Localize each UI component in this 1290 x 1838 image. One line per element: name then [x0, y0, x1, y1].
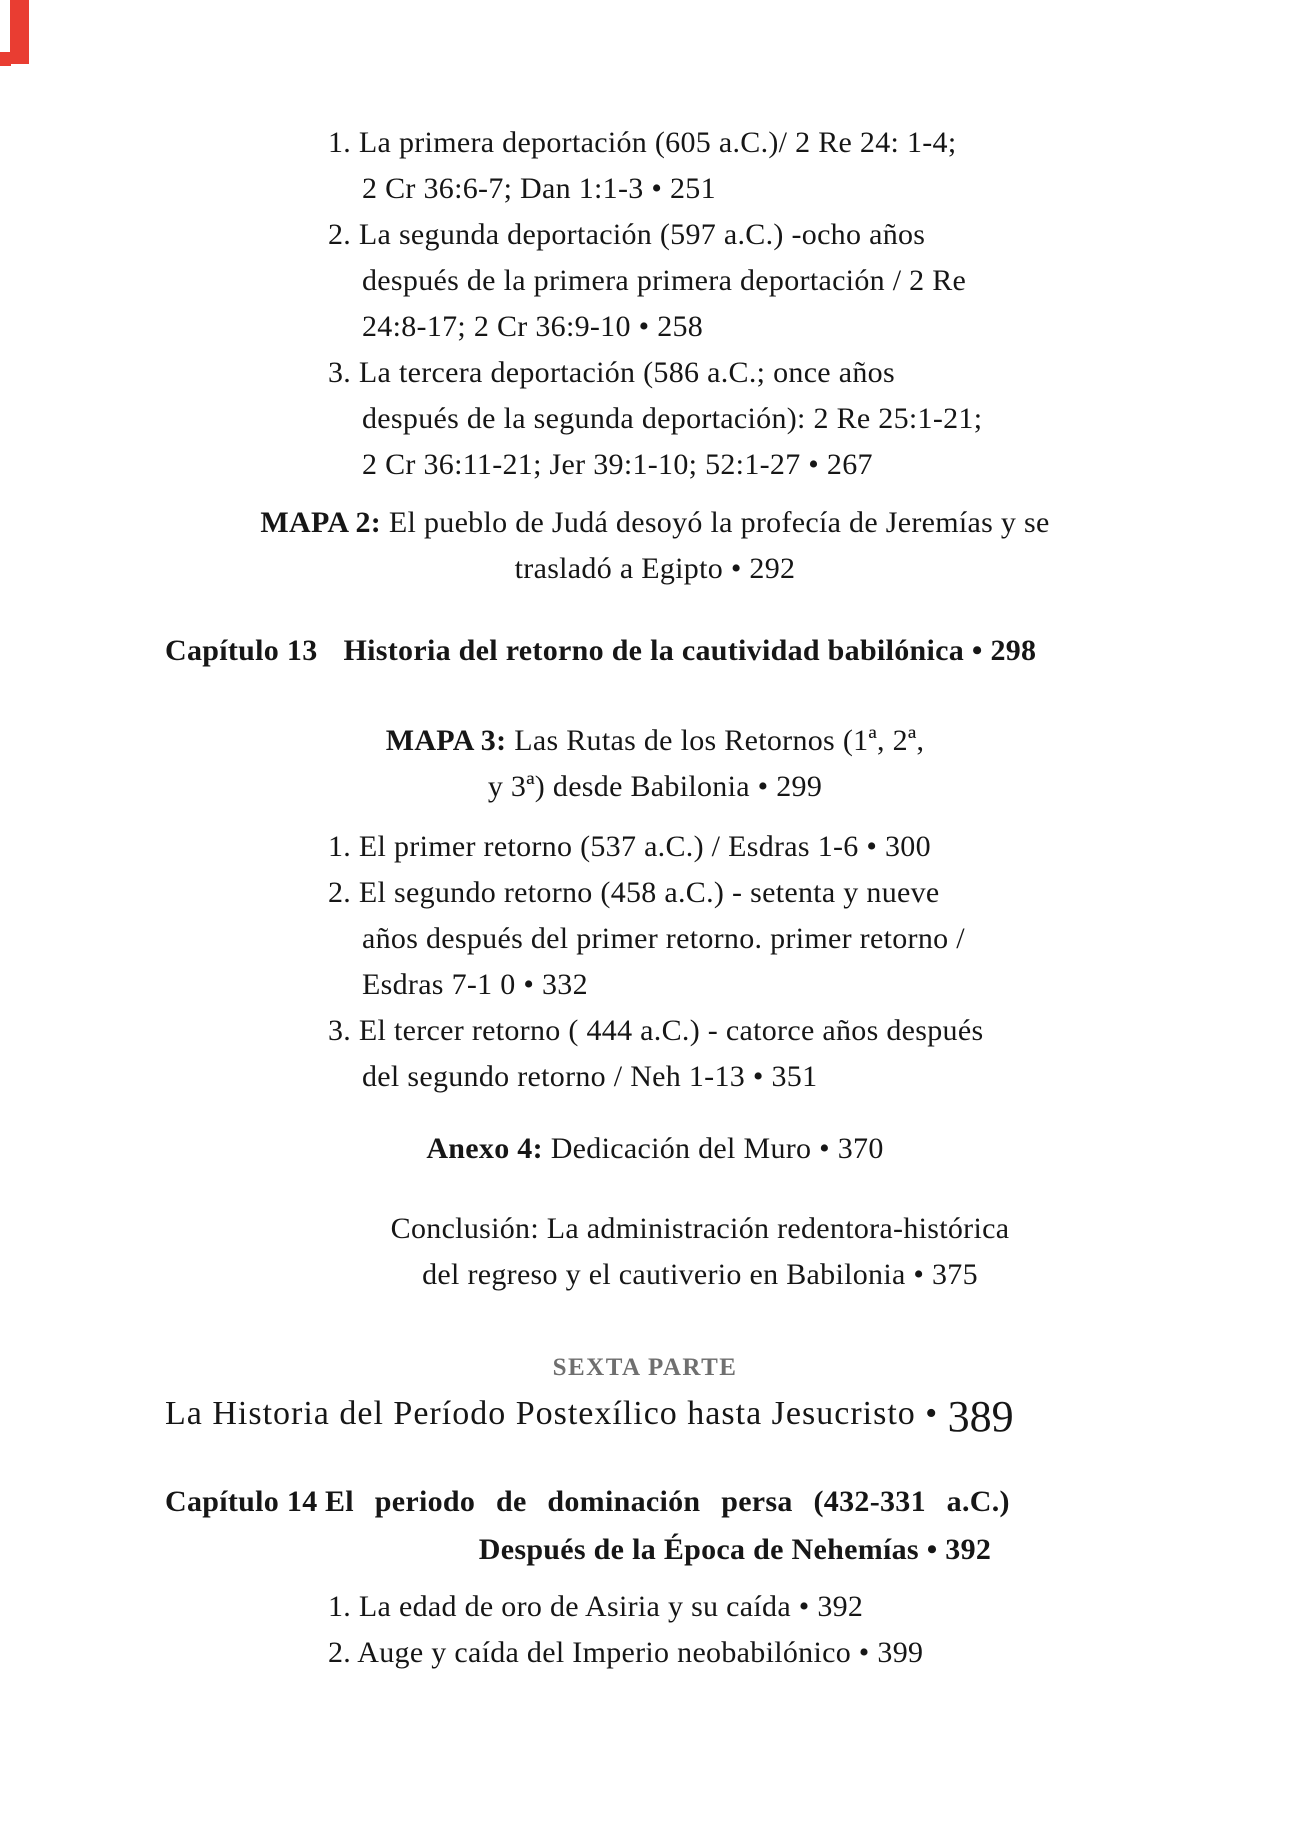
item-number: 2. — [328, 218, 352, 251]
item-text: 24:8-17; 2 Cr 36:9-10 • 258 — [362, 310, 704, 343]
part-title — [165, 1388, 1175, 1443]
chapter14-title-line2: Después de la Época de Nehemías • 392 — [478, 1533, 992, 1566]
red-ink-mark-small — [0, 52, 11, 66]
part-kicker: SEXTA PARTE — [552, 1354, 738, 1381]
item-number: 1. — [328, 126, 352, 159]
item-text: La tercera deportación (586 a.C.; once años — [358, 356, 895, 389]
item-text: del segundo retorno / Neh 1-13 • 351 — [362, 1060, 818, 1093]
item-number: 2. — [328, 1636, 352, 1669]
annex-label: Anexo 4: — [426, 1132, 543, 1165]
item-text: El segundo retorno (458 a.C.) - setenta y nueve — [358, 876, 940, 909]
chapter14-heading — [165, 1478, 1175, 1574]
chapter13-title: Historia del retorno de la cautividad babilónica • 298 — [343, 634, 1037, 667]
item-number: 3. — [328, 356, 352, 389]
persa-list — [328, 1584, 1158, 1676]
map3-line1 — [155, 718, 1155, 764]
list-item — [328, 870, 1158, 1008]
map3-entry — [155, 718, 1155, 810]
item-text: 2 Cr 36:11-21; Jer 39:1-10; 52:1-27 • 267 — [362, 448, 873, 481]
item-text: La primera deportación (605 a.C.)/ 2 Re 24: 1-4; — [358, 126, 957, 159]
list-item — [328, 212, 1158, 350]
list-item — [328, 1584, 1158, 1630]
item-text: La segunda deportación (597 a.C.) -ocho años — [358, 218, 926, 251]
chapter13-label: Capítulo 13 — [165, 634, 318, 667]
item-text: después de la segunda deportación): 2 Re 25:1-21; — [362, 402, 983, 435]
map2-line1 — [155, 500, 1155, 546]
annex-entry — [155, 1126, 1155, 1172]
list-item — [328, 1630, 1158, 1676]
annex-text: Dedicación del Muro • 370 — [550, 1132, 884, 1165]
chapter14-label: Capítulo 14 — [165, 1485, 318, 1518]
conclusion-entry — [200, 1206, 1200, 1298]
chapter14-title-line1: El periodo de dominación persa (432-331 a.C.) — [325, 1485, 1010, 1518]
red-ink-mark — [10, 0, 29, 64]
list-item — [328, 350, 1158, 488]
item-text: Esdras 7-1 0 • 332 — [362, 968, 588, 1001]
list-item — [328, 824, 1158, 870]
item-text: El primer retorno (537 a.C.) / Esdras 1-6 • 300 — [358, 830, 931, 863]
conclusion-line1: Conclusión: La administración redentora-histórica — [390, 1212, 1010, 1245]
item-number: 1. — [328, 1590, 352, 1623]
map3-line2: y 3ª) desde Babilonia • 299 — [487, 770, 823, 803]
map2-text: El pueblo de Judá desoyó la profecía de Jeremías y se — [388, 506, 1050, 539]
item-text: La edad de oro de Asiria y su caída • 392 — [358, 1590, 864, 1623]
item-text: Auge y caída del Imperio neobabilónico • 399 — [357, 1636, 924, 1669]
list-item — [328, 1008, 1158, 1100]
map2-line2: trasladó a Egipto • 292 — [514, 552, 796, 585]
map2-label: MAPA 2: — [260, 506, 382, 539]
item-text: 2 Cr 36:6-7; Dan 1:1-3 • 251 — [362, 172, 716, 205]
returns-list — [328, 824, 1158, 1100]
part-title-text: La Historia del Período Postexílico hasta Jesucristo • — [165, 1395, 939, 1432]
conclusion-line2: del regreso y el cautiverio en Babilonia • 375 — [422, 1258, 978, 1291]
deportation-list — [328, 120, 1158, 488]
chapter13-heading — [165, 628, 1175, 674]
item-text: después de la primera primera deportación / 2 Re — [362, 264, 967, 297]
item-number: 3. — [328, 1014, 352, 1047]
map3-text: Las Rutas de los Retornos (1ª, 2ª, — [514, 724, 925, 757]
item-number: 1. — [328, 830, 352, 863]
item-number: 2. — [328, 876, 352, 909]
item-text: años después del primer retorno. primer retorno / — [362, 922, 965, 955]
map2-entry — [155, 500, 1155, 592]
list-item — [328, 120, 1158, 212]
part-page-number: 389 — [947, 1392, 1014, 1441]
map3-label: MAPA 3: — [385, 724, 507, 757]
item-text: El tercer retorno ( 444 a.C.) - catorce años después — [358, 1014, 984, 1047]
